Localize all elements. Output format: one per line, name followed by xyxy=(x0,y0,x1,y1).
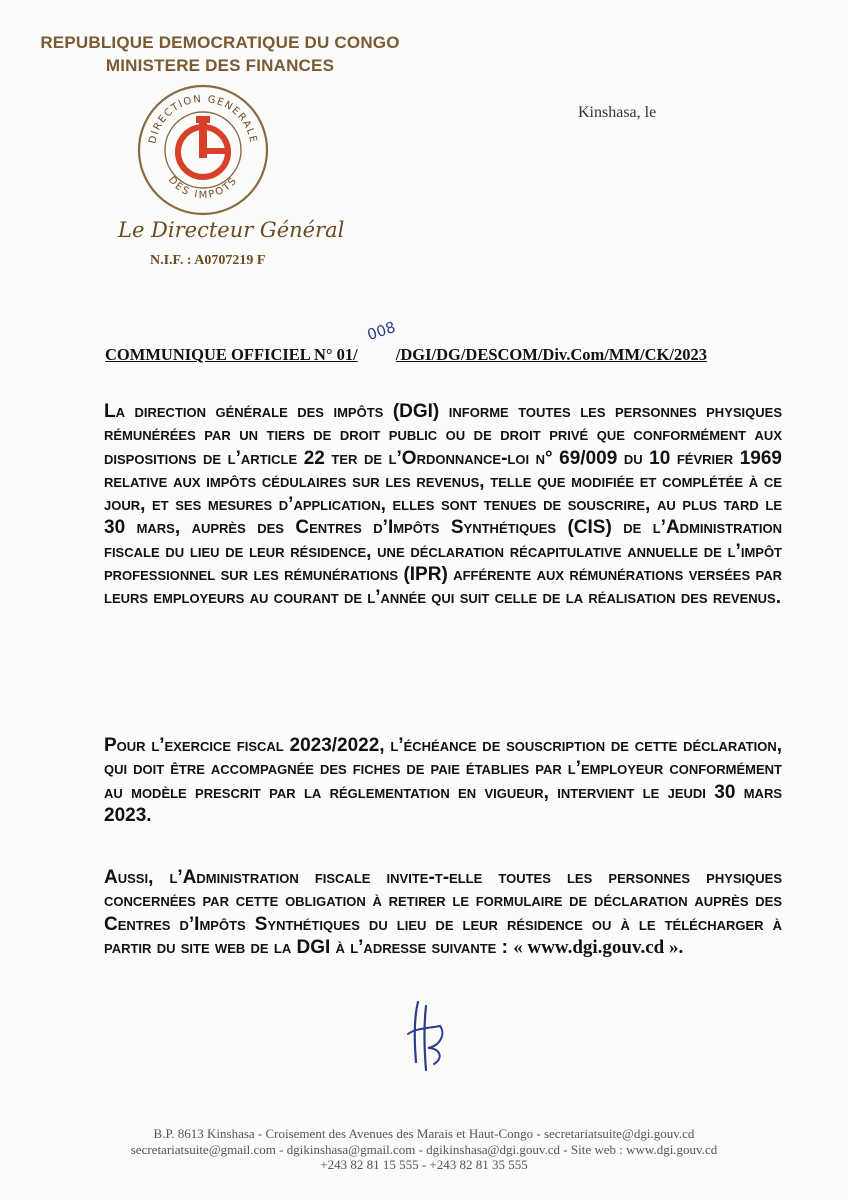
handwritten-signature xyxy=(400,998,450,1074)
tax-id-number: N.I.F. : A0707219 F xyxy=(150,253,266,268)
reference-prefix: COMMUNIQUE OFFICIEL N° 01/ xyxy=(105,345,358,364)
header-ministry: MINISTERE DES FINANCES xyxy=(105,56,335,75)
communique-reference xyxy=(105,345,785,365)
handwritten-reference-number: 008 xyxy=(364,318,398,344)
dgi-seal-logo xyxy=(135,82,271,218)
body-paragraph-3 xyxy=(104,866,782,959)
footer-emails: secretariatsuite@gmail.com - dgikinshasa@gmail.com - dgikinshasa@dgi.gouv.cd - Site web : www.dgi.gouv.cd xyxy=(130,1141,718,1157)
footer-address: B.P. 8613 Kinshasa - Croisement des Avenues des Marais et Haut-Congo - secretariatsuite@dgi.gouv.cd xyxy=(153,1126,695,1141)
website-url: « www.dgi.gouv.cd ». xyxy=(513,936,684,958)
body-paragraph-1: La direction générale des impôts (DGI) informe toutes les personnes physiques rémunérées par un tiers de droit public ou de droit privé que conformément aux dispositions de l’article 22 ter de l’Ordonnance-loi n° 69/009 du 10 février 1969 relative aux impôts cédulaires sur les revenus, telle que modifiée et complétée à ce jour, et ses mesures d’application, elles sont tenues de souscrire, au plus tard le 30 mars, auprès des Centres d’Impôts Synthétiques (CIS) de l’Administration fiscale du lieu de leur résidence, une déclaration récapitulative annuelle de l’impôt professionnel sur les rémunérations (IPR) afférente aux rémunérations versées par leurs employeurs au courant de l’année qui suit celle de la réalisation des revenus. xyxy=(104,401,782,609)
header-country: REPUBLIQUE DEMOCRATIQUE DU CONGO xyxy=(40,33,400,52)
svg-text:DES IMPOTS: DES IMPOTS xyxy=(165,174,241,202)
footer-contact-info xyxy=(0,1126,848,1173)
reference-suffix: /DGI/DG/DESCOM/Div.Com/MM/CK/2023 xyxy=(395,345,707,364)
svg-text:DIRECTION GENERALE: DIRECTION GENERALE xyxy=(147,93,259,145)
body-paragraph-2: Pour l’exercice fiscal 2023/2022, l’échéance de souscription de cette déclaration, qui doit être accompagnée des fiches de paie établies par l’employeur conformément au modèle prescrit par la réglementation en vigueur, intervient le jeudi 30 mars 2023. xyxy=(104,735,782,826)
footer-phones: +243 82 81 15 555 - +243 82 81 35 555 xyxy=(320,1157,528,1172)
director-title: Le Directeur Général xyxy=(118,218,345,242)
paragraph-3-text: Aussi, l’Administration fiscale invite-t-elle toutes les personnes physiques concernées par cette obligation à retirer le formulaire de déclaration auprès des Centres d’Impôts Synthétiques du lieu de leur résidence ou à le télécharger à partir du site web de la DGI à l’adresse suivante : xyxy=(104,867,782,958)
place-date: Kinshasa, le xyxy=(578,104,657,121)
